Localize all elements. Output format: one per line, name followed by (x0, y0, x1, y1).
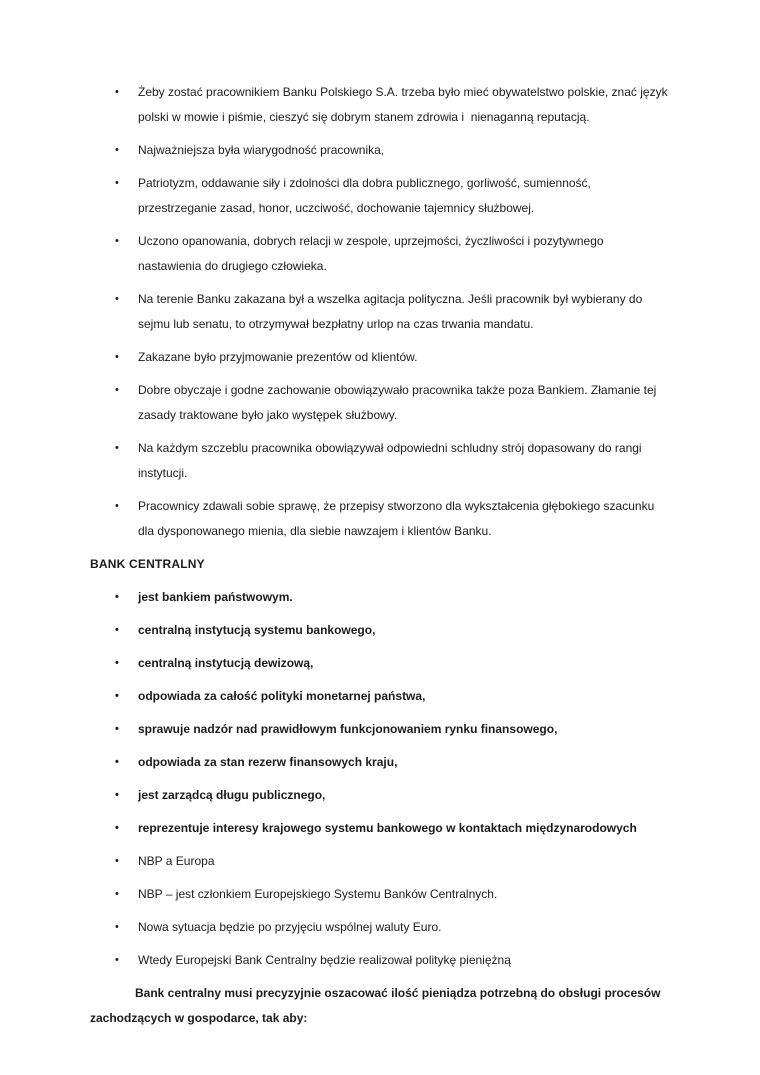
bullet-icon: • (115, 723, 119, 735)
section-heading: BANK CENTRALNY (90, 557, 205, 571)
list-item-text: odpowiada za stan rezerw finansowych kraju, (138, 755, 398, 769)
bullet-icon: • (115, 789, 119, 801)
list-item-text: Uczono opanowania, dobrych relacji w zespole, uprzejmości, życzliwości i pozytywnego nastawienia do drugiego człowieka. (138, 234, 607, 273)
bullet-icon: • (115, 690, 119, 702)
list-item-text: Żeby zostać pracownikiem Banku Polskiego S.A. trzeba było mieć obywatelstwo polskie, znać język polski w mowie i piśmie, cieszyć się dobrym stanem zdrowia i nienaganną reputacją. (138, 85, 671, 124)
bullet-icon: • (115, 954, 119, 966)
list-item (90, 494, 670, 544)
list-item (90, 287, 670, 337)
list-item (90, 816, 670, 841)
list-item-text: jest zarządcą długu publicznego, (138, 788, 326, 802)
bullet-icon: • (115, 591, 119, 603)
bullet-icon: • (115, 384, 119, 396)
list-item-text: Patriotyzm, oddawanie siły i zdolności dla dobra publicznego, gorliwość, sumienność, przestrzeganie zasad, honor, uczciwość, dochowanie tajemnicy służbowej. (138, 176, 595, 215)
bullet-list-central-bank (90, 585, 670, 973)
list-item (90, 585, 670, 610)
bullet-icon: • (115, 921, 119, 933)
bullet-icon: • (115, 351, 119, 363)
list-item-text: Wtedy Europejski Bank Centralny będzie realizował politykę pieniężną (138, 953, 511, 967)
list-item (90, 171, 670, 221)
list-item (90, 915, 670, 940)
bullet-icon: • (115, 888, 119, 900)
closing-paragraph: Bank centralny musi precyzyjnie oszacować ilość pieniądza potrzebną do obsługi procesów zachodzących w gospodarce, tak aby: (90, 986, 664, 1025)
bullet-icon: • (115, 855, 119, 867)
list-item (90, 229, 670, 279)
list-item-text: Nowa sytuacja będzie po przyjęciu wspólnej waluty Euro. (138, 920, 442, 934)
bullet-icon: • (115, 144, 119, 156)
list-item-text: Na terenie Banku zakazana był a wszelka agitacja polityczna. Jeśli pracownik był wybierany do sejmu lub senatu, to otrzymywał bezpłatny urlop na czas trwania mandatu. (138, 292, 646, 331)
list-item-text: reprezentuje interesy krajowego systemu bankowego w kontaktach międzynarodowych (138, 821, 637, 835)
list-item (90, 684, 670, 709)
list-item-text: Najważniejsza była wiarygodność pracownika, (138, 143, 385, 157)
list-item-text: Zakazane było przyjmowanie prezentów od klientów. (138, 350, 418, 364)
bullet-icon: • (115, 177, 119, 189)
list-item-text: NBP a Europa (138, 854, 215, 868)
bullet-icon: • (115, 756, 119, 768)
bullet-icon: • (115, 235, 119, 247)
list-item (90, 378, 670, 428)
bullet-icon: • (115, 500, 119, 512)
bullet-icon: • (115, 86, 119, 98)
list-item-text: NBP – jest członkiem Europejskiego Systemu Banków Centralnych. (138, 887, 498, 901)
list-item (90, 948, 670, 973)
list-item (90, 882, 670, 907)
list-item (90, 618, 670, 643)
bullet-icon: • (115, 624, 119, 636)
list-item-text: Dobre obyczaje i godne zachowanie obowiązywało pracownika także poza Bankiem. Złamanie tej zasady traktowane było jako występek służbowy. (138, 383, 660, 422)
bullet-icon: • (115, 442, 119, 454)
bullet-icon: • (115, 822, 119, 834)
bullet-list-ethics (90, 80, 670, 544)
list-item-text: Pracownicy zdawali sobie sprawę, że przepisy stworzono dla wykształcenia głębokiego szacunku dla dysponowanego mienia, dla siebie nawzajem i klientów Banku. (138, 499, 658, 538)
list-item (90, 849, 670, 874)
list-item-text: jest bankiem państwowym. (138, 590, 293, 604)
list-item-text: Na każdym szczeblu pracownika obowiązywał odpowiedni schludny strój dopasowany do rangi instytucji. (138, 441, 645, 480)
list-item-text: odpowiada za całość polityki monetarnej państwa, (138, 689, 426, 703)
list-item (90, 345, 670, 370)
list-item-text: sprawuje nadzór nad prawidłowym funkcjonowaniem rynku finansowego, (138, 722, 558, 736)
list-item (90, 783, 670, 808)
list-item (90, 750, 670, 775)
list-item (90, 651, 670, 676)
list-item (90, 717, 670, 742)
bullet-icon: • (115, 657, 119, 669)
list-item-text: centralną instytucją dewizową, (138, 656, 314, 670)
list-item (90, 138, 670, 163)
list-item-text: centralną instytucją systemu bankowego, (138, 623, 376, 637)
list-item (90, 80, 670, 130)
list-item (90, 436, 670, 486)
bullet-icon: • (115, 293, 119, 305)
